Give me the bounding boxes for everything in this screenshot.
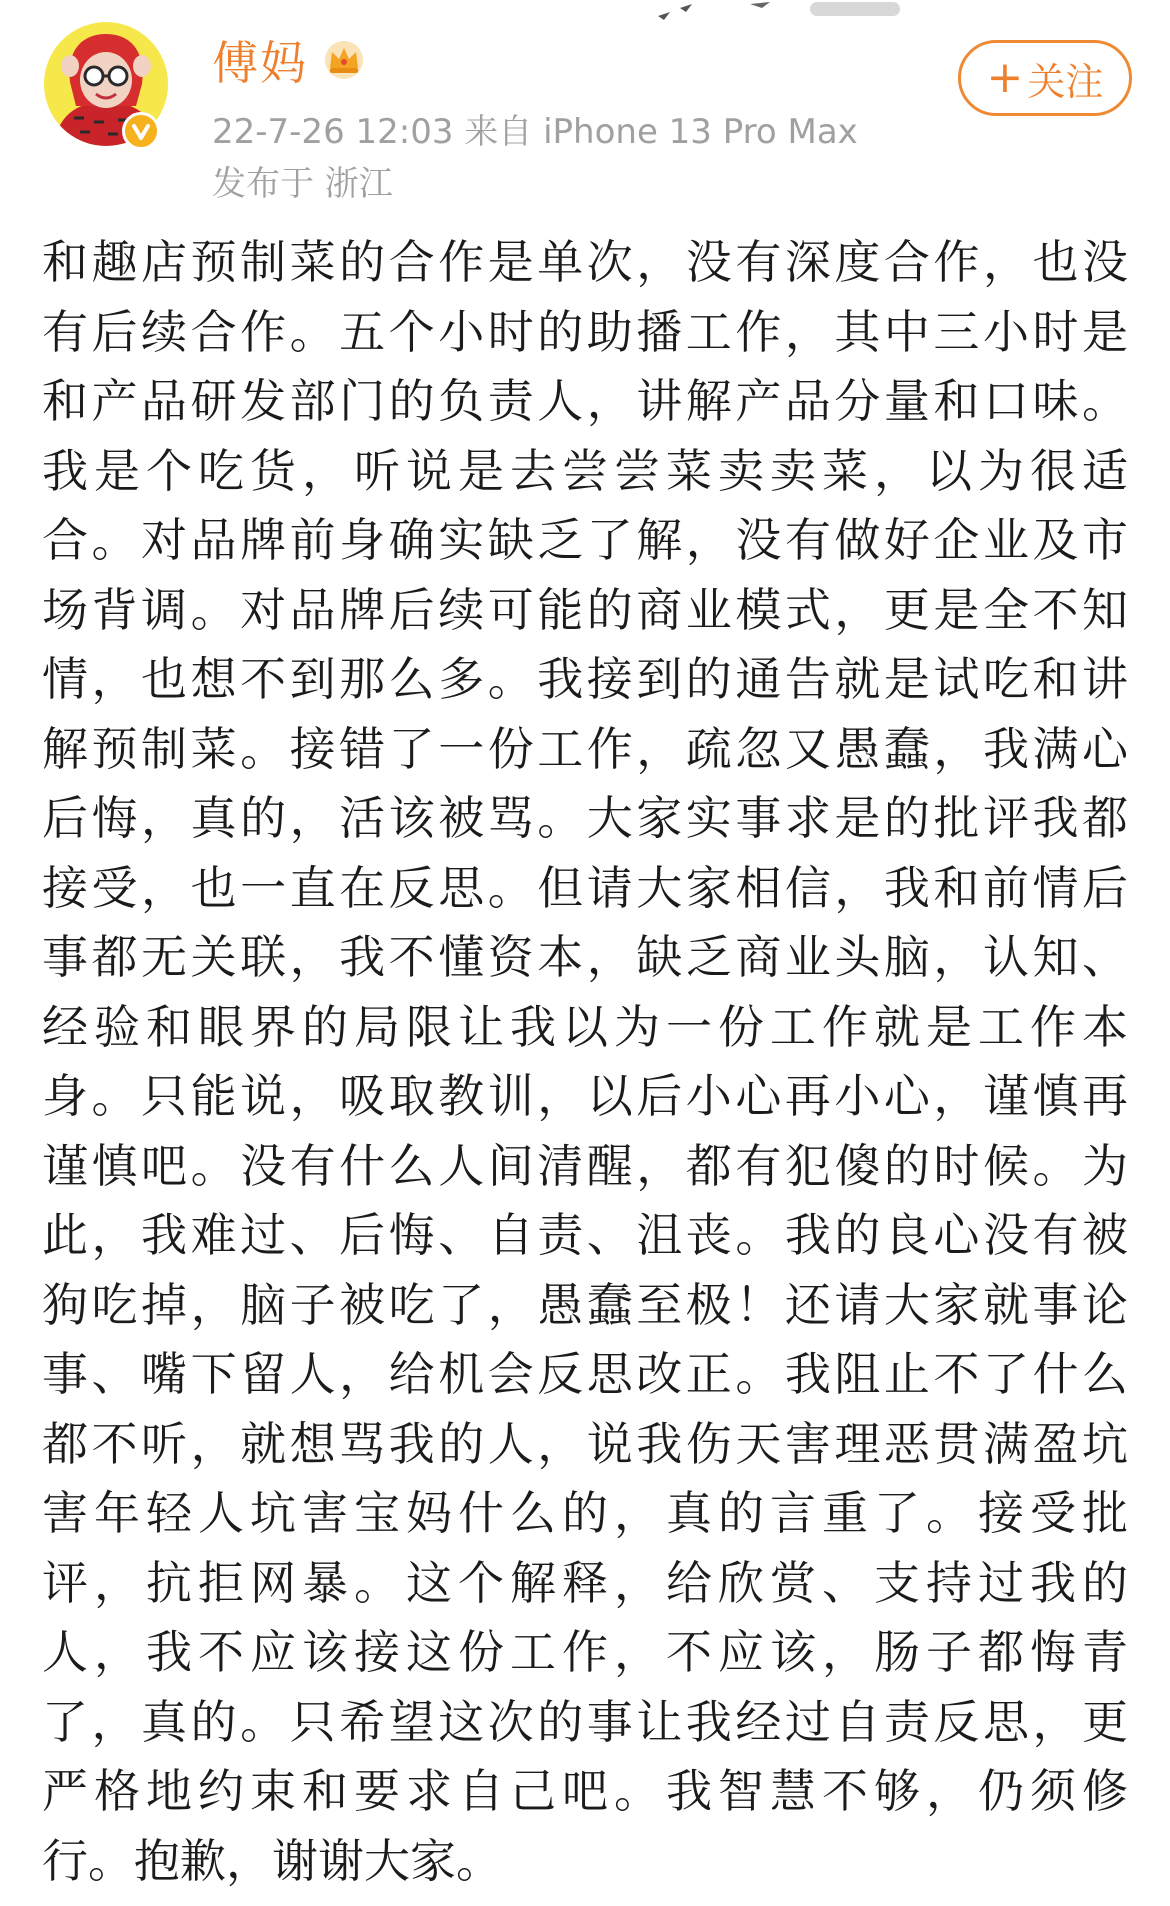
post-text-line: 此，我难过、后悔、自责、沮丧。我的良心没有被 (42, 1208, 1128, 1262)
post-time-source: 22-7-26 12:03 来自 iPhone 13 Pro Max (212, 112, 858, 152)
post-text-line: 解预制菜。接错了一份工作，疏忽又愚蠢，我满心 (42, 721, 1128, 776)
post-body (42, 228, 1128, 1896)
post-text-line: 谨慎吧。没有什么人间清醒，都有犯傻的时候。为 (42, 1138, 1128, 1193)
post-location: 发布于 浙江 (212, 164, 393, 204)
plus-icon: + (986, 52, 1024, 103)
post-text-line: 我是个吃货，听说是去尝尝菜卖卖菜，以为很适 (42, 443, 1128, 498)
post-text-line: 严格地约束和要求自己吧。我智慧不够，仍须修 (42, 1764, 1128, 1818)
post-text-line: 和产品研发部门的负责人，讲解产品分量和口味。 (42, 374, 1128, 428)
post-text-line: 了，真的。只希望这次的事让我经过自责反思，更 (42, 1694, 1128, 1749)
post-text-line: 经验和眼界的局限让我以为一份工作就是工作本 (42, 999, 1128, 1054)
post-text-line: 事、嘴下留人，给机会反思改正。我阻止不了什么 (42, 1347, 1128, 1401)
post-text-line: 和趣店预制菜的合作是单次，没有深度合作，也没 (42, 235, 1128, 289)
post-text-line: 场背调。对品牌后续可能的商业模式，更是全不知 (42, 582, 1128, 637)
post-text-line: 狗吃掉，脑子被吃了，愚蠢至极！还请大家就事论 (42, 1277, 1128, 1332)
verified-badge-icon (122, 112, 160, 150)
author-name-row (212, 28, 366, 92)
author-name[interactable]: 傅妈 (212, 36, 308, 90)
post-text-line: 都不听，就想骂我的人，说我伤天害理恶贯满盈坑 (42, 1416, 1128, 1471)
post-text-line: 有后续合作。五个小时的助播工作，其中三小时是 (42, 304, 1128, 359)
post-text-line: 事都无关联，我不懂资本，缺乏商业头脑，认知、 (42, 930, 1128, 984)
follow-button[interactable] (958, 40, 1132, 116)
post-text-line: 情，也想不到那么多。我接到的通告就是试吃和讲 (42, 652, 1128, 706)
post-text-line: 身。只能说，吸取教训，以后小心再小心，谨慎再 (42, 1069, 1128, 1123)
post-text-line: 害年轻人坑害宝妈什么的，真的言重了。接受批 (42, 1486, 1128, 1540)
post-text-line: 人，我不应该接这份工作，不应该，肠子都悔青 (42, 1625, 1128, 1679)
decoration-marks (640, 0, 900, 40)
post-text-line: 后悔，真的，活该被骂。大家实事求是的批评我都 (42, 791, 1128, 845)
post-text-line: 合。对品牌前身确实缺乏了解，没有做好企业及市 (42, 513, 1128, 567)
post-header (0, 0, 1170, 220)
post-text-line: 接受，也一直在反思。但请大家相信，我和前情后 (42, 860, 1128, 915)
post-text-line: 评，抗拒网暴。这个解释，给欣赏、支持过我的 (42, 1555, 1128, 1610)
follow-button-label: 关注 (1027, 59, 1104, 104)
crown-icon (322, 40, 366, 80)
post-text-line: 行。抱歉，谢谢大家。 (42, 1833, 502, 1888)
